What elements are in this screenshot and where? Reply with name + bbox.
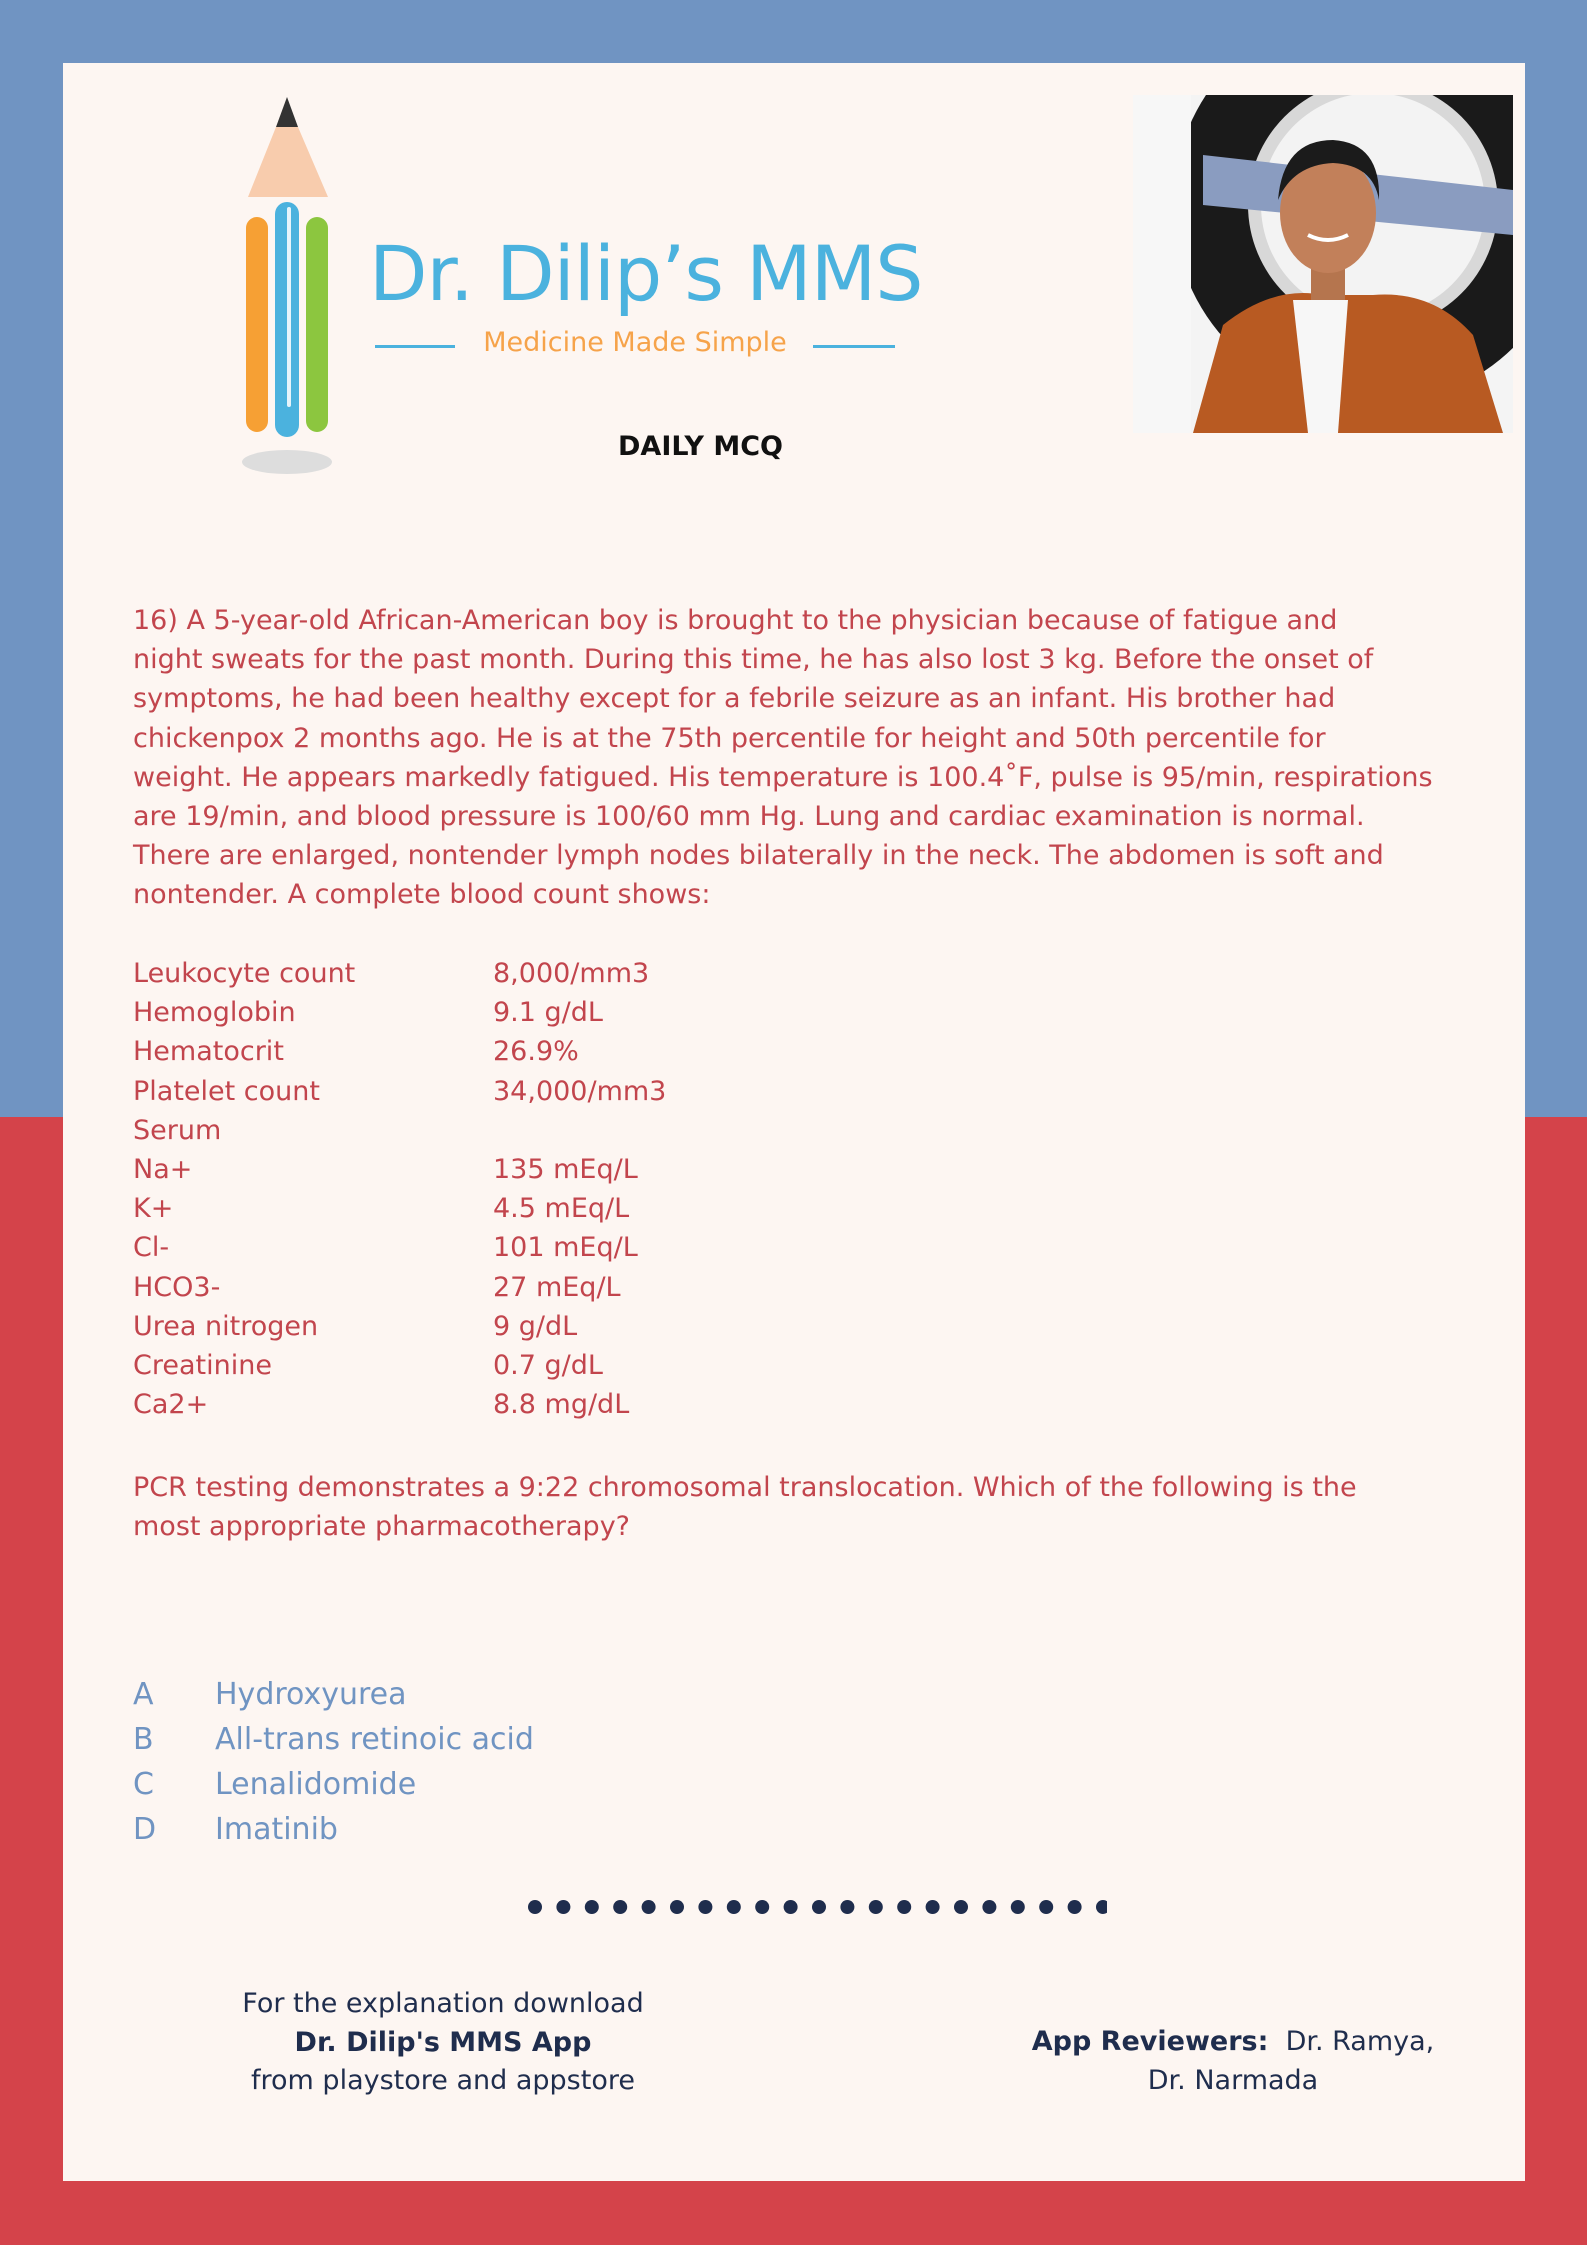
lab-value: 9 g/dL: [493, 1310, 578, 1342]
divider-dot: [585, 1900, 599, 1914]
divider-dot: [642, 1900, 656, 1914]
tagline-divider-right: [813, 345, 895, 348]
divider-dot: [755, 1900, 769, 1914]
divider-dot: [982, 1900, 996, 1914]
question-line: 16) A 5-year-old African-American boy is brought to the physician because of fatigue and: [133, 605, 1338, 636]
lab-row: [133, 1113, 833, 1152]
brand-title: Dr. Dilip’s MMS: [369, 229, 923, 318]
lab-name: Cl-: [133, 1232, 170, 1264]
divider-dot: [698, 1900, 712, 1914]
lab-value: 4.5 mEq/L: [493, 1193, 630, 1225]
question-line: There are enlarged, nontender lymph nodes bilaterally in the neck. The abdomen is soft and: [133, 840, 1384, 872]
question-line: symptoms, he had been healthy except for a febrile seizure as an infant. His brother had: [133, 683, 1336, 715]
daily-mcq-title: DAILY MCQ: [618, 431, 783, 462]
question-line: weight. He appears markedly fatigued. His temperature is 100.4˚F, pulse is 95/min, respirations: [133, 761, 1433, 793]
lab-name: Hematocrit: [133, 1036, 284, 1068]
mcq-card: [63, 63, 1525, 2181]
option-b[interactable]: [133, 1720, 833, 1765]
lab-name: Urea nitrogen: [133, 1310, 319, 1342]
lab-name: Serum: [133, 1114, 222, 1146]
option-d[interactable]: [133, 1810, 833, 1855]
option-a[interactable]: [133, 1675, 833, 1720]
lab-results: [133, 956, 833, 1426]
divider-dot: [613, 1900, 627, 1914]
lab-row: [133, 1074, 833, 1113]
question-line: night sweats for the past month. During this time, he has also lost 3 kg. Before the onset of: [133, 644, 1374, 676]
option-text: Lenalidomide: [215, 1767, 417, 1802]
lab-name: Ca2+: [133, 1389, 209, 1421]
lab-name: K+: [133, 1193, 174, 1225]
divider-dot: [670, 1900, 684, 1914]
app-name: Dr. Dilip's MMS App: [294, 2026, 592, 2058]
divider-dot: [926, 1900, 940, 1914]
lab-value: 135 mEq/L: [493, 1153, 638, 1185]
lab-row: [133, 1387, 833, 1426]
lab-row: [133, 995, 833, 1034]
lab-value: 34,000/mm3: [493, 1075, 667, 1107]
footer-download-info: [233, 1985, 653, 2101]
footer-line: from playstore and appstore: [251, 2065, 635, 2096]
divider-dot: [556, 1900, 570, 1914]
divider-dot: [869, 1900, 883, 1914]
divider-dot: [1039, 1900, 1053, 1914]
dotted-divider: [527, 1897, 1107, 1917]
option-text: All-trans retinoic acid: [215, 1722, 534, 1757]
footer-reviewers: [1003, 2023, 1463, 2100]
question-text: [133, 601, 1463, 915]
divider-dot: [812, 1900, 826, 1914]
divider-dot: [1011, 1900, 1025, 1914]
lab-name: Leukocyte count: [133, 958, 356, 989]
question-line: are 19/min, and blood pressure is 100/60 mm Hg. Lung and cardiac examination is normal.: [133, 801, 1365, 833]
lab-value: 8.8 mg/dL: [493, 1389, 630, 1421]
lab-name: Na+: [133, 1153, 193, 1185]
footer-line: For the explanation download: [242, 1988, 644, 2019]
lab-row: [133, 1191, 833, 1230]
lab-row: [133, 1348, 833, 1387]
question-line: nontender. A complete blood count shows:: [133, 879, 711, 911]
reviewer-name: Dr. Ramya,: [1285, 2026, 1435, 2057]
pencil-logo-icon: [238, 97, 338, 477]
tagline: Medicine Made Simple: [483, 327, 787, 358]
option-c[interactable]: [133, 1765, 833, 1810]
lab-name: Hemoglobin: [133, 997, 296, 1029]
lab-value: 8,000/mm3: [493, 958, 650, 989]
reviewers-label: App Reviewers:: [1031, 2026, 1269, 2057]
divider-dot: [840, 1900, 854, 1914]
lab-row: [133, 1034, 833, 1073]
doctor-photo: [1133, 95, 1513, 433]
divider-dot: [897, 1900, 911, 1914]
lab-row: [133, 1309, 833, 1348]
option-text: Hydroxyurea: [215, 1677, 407, 1712]
option-letter: A: [133, 1677, 154, 1712]
divider-dot: [528, 1900, 542, 1914]
lab-value: 9.1 g/dL: [493, 997, 603, 1029]
option-letter: B: [133, 1722, 154, 1757]
divider-dot: [784, 1900, 798, 1914]
option-text: Imatinib: [215, 1812, 338, 1847]
lab-value: 0.7 g/dL: [493, 1349, 603, 1381]
pcr-line: most appropriate pharmacotherapy?: [133, 1511, 631, 1543]
lab-name: HCO3-: [133, 1271, 221, 1303]
divider-dot: [1068, 1900, 1082, 1914]
option-letter: D: [133, 1812, 157, 1847]
lab-row: [133, 1230, 833, 1269]
pcr-line: PCR testing demonstrates a 9:22 chromosomal translocation. Which of the following is the: [133, 1472, 1357, 1503]
lab-name: Platelet count: [133, 1075, 320, 1107]
pcr-question: [133, 1468, 1463, 1546]
lab-row: [133, 956, 833, 995]
lab-value: 26.9%: [493, 1036, 579, 1068]
divider-dot: [1096, 1900, 1107, 1914]
reviewer-name: Dr. Narmada: [1147, 2064, 1319, 2096]
lab-value: 27 mEq/L: [493, 1271, 621, 1303]
question-line: chickenpox 2 months ago. He is at the 75th percentile for height and 50th percentile for: [133, 722, 1326, 754]
lab-row: [133, 1152, 833, 1191]
tagline-block: [375, 325, 895, 365]
tagline-divider-left: [375, 345, 455, 348]
lab-value: 101 mEq/L: [493, 1232, 638, 1264]
divider-dot: [954, 1900, 968, 1914]
answer-options: [133, 1675, 833, 1855]
option-letter: C: [133, 1767, 154, 1802]
divider-dot: [727, 1900, 741, 1914]
lab-row: [133, 1270, 833, 1309]
lab-name: Creatinine: [133, 1349, 272, 1381]
